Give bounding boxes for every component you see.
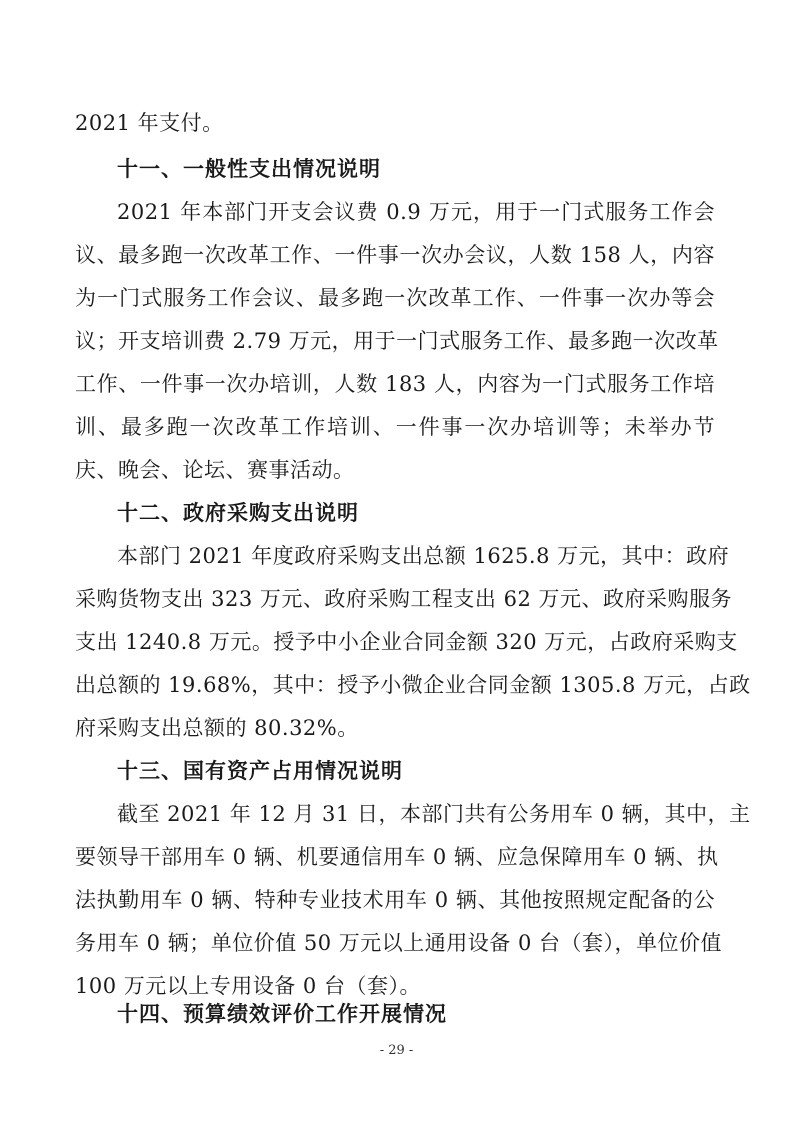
section-14-heading: 十四、预算绩效评价工作开展情况	[117, 1002, 447, 1026]
section-13-heading: 十三、国有资产占用情况说明	[117, 759, 403, 783]
paragraph-line: 采购货物支出 323 万元、政府采购工程支出 62 万元、政府采购服务	[75, 587, 733, 611]
carryover-line: 2021 年支付。	[75, 111, 224, 135]
paragraph-line: 2021 年本部门开支会议费 0.9 万元，用于一门式服务工作会	[117, 200, 715, 224]
paragraph-line: 工作、一件事一次办培训，人数 183 人，内容为一门式服务工作培	[75, 372, 715, 396]
paragraph-line: 议、最多跑一次改革工作、一件事一次办会议，人数 158 人，内容	[75, 243, 715, 267]
paragraph-line: 截至 2021 年 12 月 31 日，本部门共有公务用车 0 辆，其中，主	[117, 802, 751, 826]
section-12-heading: 十二、政府采购支出说明	[117, 501, 359, 525]
paragraph-line: 支出 1240.8 万元。授予中小企业合同金额 320 万元，占政府采购支	[75, 630, 738, 654]
paragraph-line: 本部门 2021 年度政府采购支出总额 1625.8 万元，其中：政府	[117, 544, 730, 568]
paragraph-line: 法执勤用车 0 辆、特种专业技术用车 0 辆、其他按照规定配备的公	[75, 888, 715, 912]
section-11-heading: 十一、一般性支出情况说明	[117, 157, 381, 181]
paragraph-line: 为一门式服务工作会议、最多跑一次改革工作、一件事一次办等会	[75, 286, 715, 310]
page-number: - 29 -	[379, 1043, 414, 1058]
paragraph-line: 要领导干部用车 0 辆、机要通信用车 0 辆、应急保障用车 0 辆、执	[75, 845, 719, 869]
paragraph-line: 训、最多跑一次改革工作培训、一件事一次办培训等；未举办节	[75, 415, 715, 439]
paragraph-line: 100 万元以上专用设备 0 台（套）。	[75, 974, 421, 998]
paragraph-line: 府采购支出总额的 80.32%。	[75, 716, 359, 740]
paragraph-line: 务用车 0 辆；单位价值 50 万元以上通用设备 0 台（套），单位价值	[75, 931, 722, 955]
paragraph-line: 议；开支培训费 2.79 万元，用于一门式服务工作、最多跑一次改革	[75, 329, 719, 353]
paragraph-line: 出总额的 19.68%，其中：授予小微企业合同金额 1305.8 万元，占政	[75, 673, 751, 697]
paragraph-line: 庆、晚会、论坛、赛事活动。	[75, 458, 355, 482]
